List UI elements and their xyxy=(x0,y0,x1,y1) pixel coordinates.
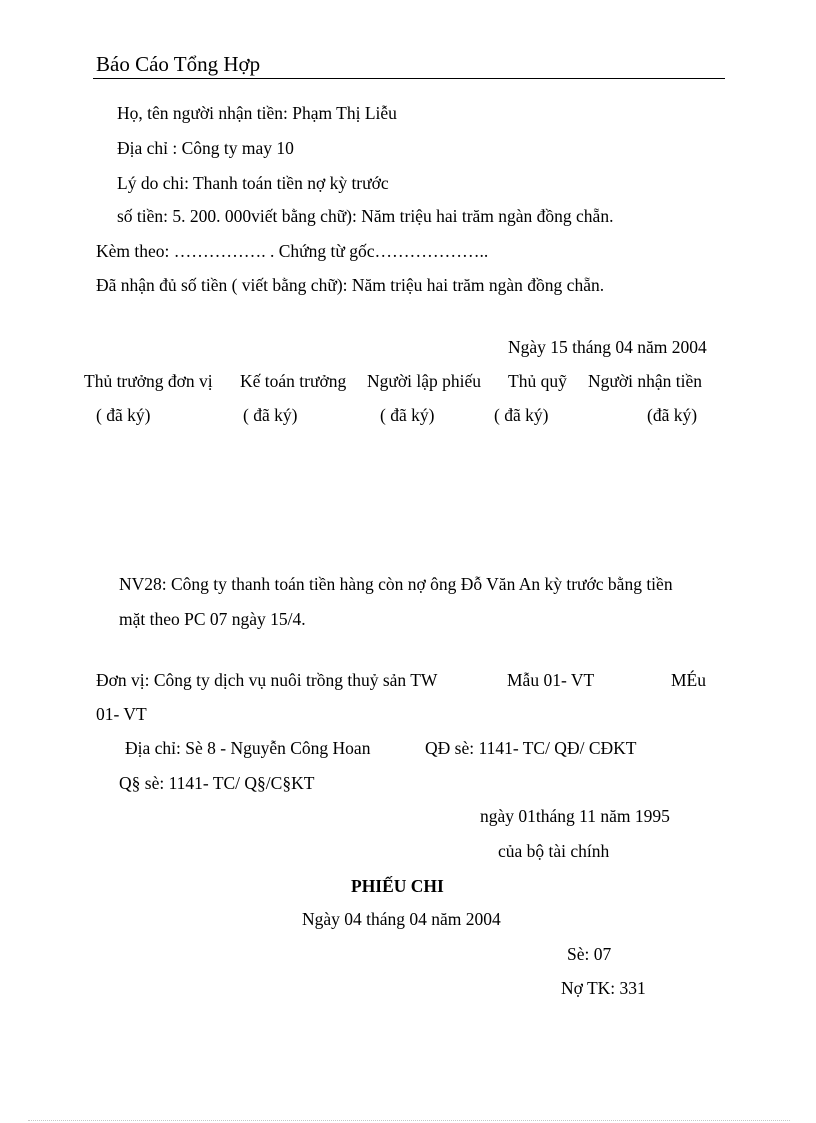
voucher-form-garbled: MÉu xyxy=(671,670,706,690)
signature-status: ( đã ký) xyxy=(243,405,298,425)
report-header-title: Báo Cáo Tổng Hợp xyxy=(96,52,261,76)
page-bottom-divider xyxy=(28,1120,790,1121)
amount-line: số tiền: 5. 200. 000viết bằng chữ): Năm triệu hai trăm ngàn đồng chẵn. xyxy=(117,206,614,226)
voucher-title: PHIẾU CHI xyxy=(351,876,444,896)
voucher-unit: Đơn vị: Công ty dịch vụ nuôi trồng thuỷ sản TW xyxy=(96,670,438,690)
voucher-number: Sè: 07 xyxy=(567,944,612,964)
signature-status: ( đã ký) xyxy=(494,405,549,425)
voucher-issuer: của bộ tài chính xyxy=(498,841,610,861)
receipt-date: Ngày 15 tháng 04 năm 2004 xyxy=(508,337,707,357)
address-line: Địa chỉ : Công ty may 10 xyxy=(117,138,294,158)
voucher-address: Địa chỉ: Sè 8 - Nguyễn Công Hoan xyxy=(125,738,371,758)
signature-role: Thủ quỹ xyxy=(508,371,567,391)
transaction-line-2: mặt theo PC 07 ngày 15/4. xyxy=(119,609,306,629)
received-amount-line: Đã nhận đủ số tiền ( viết bằng chữ): Năm triệu hai trăm ngàn đồng chẵn. xyxy=(96,275,605,295)
voucher-form-cont: 01- VT xyxy=(96,704,147,724)
voucher-decision-1: QĐ sè: 1141- TC/ QĐ/ CĐKT xyxy=(425,738,637,758)
voucher-form-code: Mẫu 01- VT xyxy=(507,670,595,690)
transaction-line-1: NV28: Công ty thanh toán tiền hàng còn nợ ông Đỗ Văn An kỳ trước bằng tiền xyxy=(119,574,673,594)
voucher-date: Ngày 04 tháng 04 năm 2004 xyxy=(302,909,501,929)
signature-status: ( đã ký) xyxy=(96,405,151,425)
voucher-decision-2: Q§ sè: 1141- TC/ Q§/C§KT xyxy=(119,773,315,793)
recipient-line: Họ, tên người nhận tiền: Phạm Thị Liễu xyxy=(117,103,397,123)
header-rule xyxy=(93,78,725,79)
voucher-issue-date: ngày 01tháng 11 năm 1995 xyxy=(480,806,670,826)
signature-role: Người nhận tiền xyxy=(588,371,702,391)
signature-status: (đã ký) xyxy=(647,405,698,425)
reason-line: Lý do chi: Thanh toán tiền nợ kỳ trước xyxy=(117,173,389,193)
signature-role: Người lập phiếu xyxy=(367,371,481,391)
signature-role: Kế toán trưởng xyxy=(240,371,347,391)
signature-role: Thủ trưởng đơn vị xyxy=(84,371,213,391)
attached-docs-line: Kèm theo: ……………. . Chứng từ gốc……………….. xyxy=(96,241,489,261)
voucher-debit-account: Nợ TK: 331 xyxy=(561,978,646,998)
signature-status: ( đã ký) xyxy=(380,405,435,425)
